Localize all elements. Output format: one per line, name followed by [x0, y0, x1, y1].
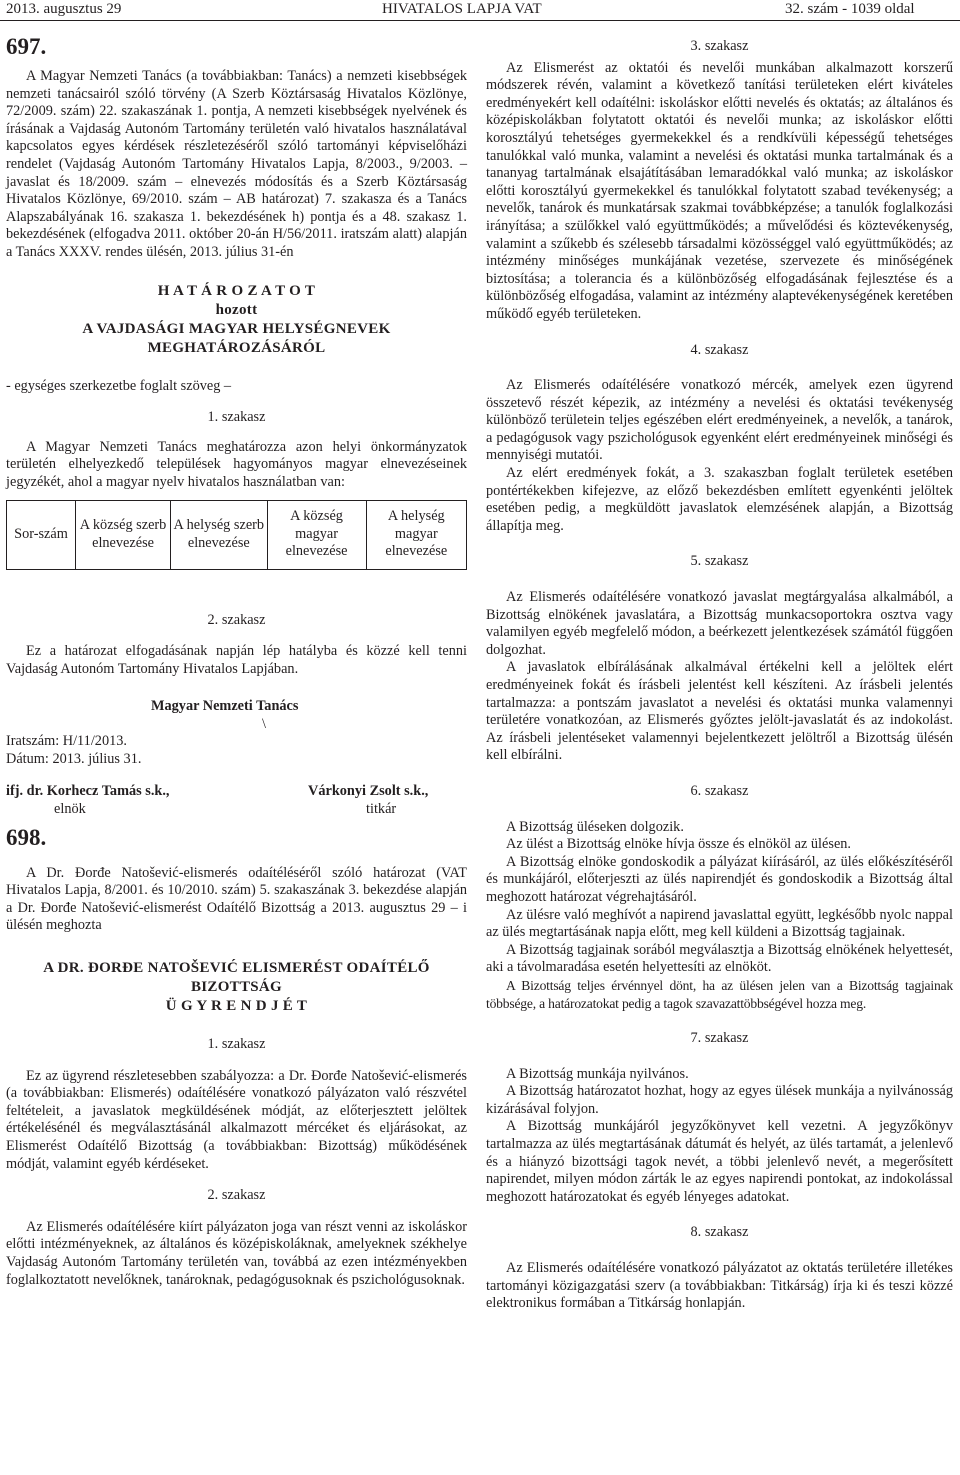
- issuer-name: Magyar Nemzeti Tanács: [151, 698, 299, 715]
- right-column: [486, 34, 953, 1313]
- rules-section-3-title: 3. szakasz: [690, 38, 749, 54]
- rules-section-1-text: Ez az ügyrend részletesebben szabályozza: a Dr. Đorđe Natošević-elismerés (a továbbiakban: Elismerés) odaítélésére vonatkozó pályázaton való részvétel feltételeit, a javaslatok megküldésének módját, az előterjesztett jelöltek értékelésénél és megválasztásánál alkalmazott mércéket és eljárásokat, az Elismerést Odaítélő Bizottság (a továbbiakban: Bizottság) működésének módját, valamint egyéb kérdéseket.: [6, 1067, 467, 1172]
- section-2-text: Ez a határozat elfogadásának napján lép hatályba és közzé kell tenni Vajdaság Autonóm Tartomány Hivatalos Lapjában.: [6, 643, 467, 677]
- rules-title-line2: BIZOTTSÁG: [190, 979, 283, 996]
- header-title: HIVATALOS LAPJA VAT: [382, 1, 542, 17]
- file-number: Iratszám: H/11/2013.: [6, 733, 127, 750]
- intro-paragraph: A Magyar Nemzeti Tanács (a továbbiakban: Tanács) a nemzeti kisebbségek nemzeti tanácsairól szóló törvény (A Szerb Köztársaság Hivatalos Közlönye, 72/2009. szám) 22. szakaszának 1. pontja, A nemzeti kisebbségek nyelvének és írásának a Vajdaság Autonóm Tartomány területén való hivatalos használatával kapcsolatos egyes kérdések részletezéséről szóló tartományi képviselőházi rendelet (Vajdaság Autonóm Tartomány Hivatalos Lapja, 8/2003., 9/2003. – javaslat és 18/2009. szám – elnevezés módosítás és a Szerb Köztársaság Hivatalos Közlönye, 69/2010. szám – AB határozat) 7. szakasza és a Tanács Alapszabályának 16. szakasza 1. bekezdésének h) pontja és a 48. szakasz 1. bekezdésének (elfogadva 2011. október 20-án H/56/2011. iratszám alatt) alapján a Tanács XXXV. rendes ülésén, 2013. július 31-én: [6, 68, 467, 260]
- section-1-title: 1. szakasz: [207, 409, 266, 426]
- table-header-cell: A község magyar elnevezése: [267, 500, 366, 569]
- rules-section-8-p1: Az Elismerés odaítélésére vonatkozó pályázatot az oktatás területére illetékes tartományi közigazgatási szerv (a továbbiakban: Titkárság) írja ki és teszi közzé elektronikus formában a Titkárság honlapján.: [486, 1260, 953, 1312]
- rules-section-6-p6: A Bizottság teljes érvénnyel dönt, ha az ülésen jelen van a Bizottság tagjainak többsége, a határozatokat pedig a tagok szavazattöbbségével hozza meg.: [486, 977, 953, 1011]
- resolution-title-line3: A VAJDASÁGI MAGYAR HELYSÉGNEVEK: [82, 320, 391, 337]
- rules-section-5-title: 5. szakasz: [690, 553, 749, 570]
- table-header-cell: Sor-szám: [7, 500, 76, 569]
- header-date: 2013. augusztus 29: [6, 1, 122, 17]
- rules-section-8-title: 8. szakasz: [690, 1224, 749, 1241]
- signature-president-role: elnök: [54, 800, 86, 817]
- section-1-text: A Magyar Nemzeti Tanács meghatározza azon helyi önkormányzatok területén elhelyezkedő települések hagyományos magyar elnevezéseinek jegyzékét, ahol a magyar nyelv hivatalos használatban van:: [6, 438, 467, 490]
- rules-section-6-p2: Az ülést a Bizottság elnöke hívja össze és elnököl az ülésen.: [506, 836, 852, 853]
- issuer-mark: \: [262, 715, 266, 732]
- document-date: Dátum: 2013. július 31.: [6, 751, 142, 768]
- article-number-698: 698.: [6, 824, 47, 850]
- resolution-title-line2: hozott: [215, 301, 258, 318]
- signature-secretary-role: titkár: [366, 800, 397, 817]
- resolution-title-line4: MEGHATÁROZÁSÁRÓL: [147, 339, 326, 356]
- rules-section-5-p2: A javaslatok elbírálásának alkalmával értékelni kell a jelöltek elért eredményeinek fokát és írásbeli jelentést kell készíteni. Az írásbeli jelentés tartalmazza: a pontszám javaslatot a nevelési és oktatási munka valamennyi területére vonatkozóan, az Elismerés győztes jelölt-javaslatát és az indokolást. Az írásbeli jelentéseket valamennyi bejelentkezett jelöltről a Bizottság ülésén kell elbírálni.: [486, 659, 953, 764]
- rules-title-line1: A DR. ĐORĐE NATOŠEVIĆ ELISMERÉST ODAÍTÉLŐ: [43, 960, 430, 977]
- rules-section-7-p1: A Bizottság munkája nyilvános.: [506, 1065, 689, 1082]
- article-698-intro: A Dr. Đorđe Natošević-elismerés odaítéléséről szóló határozat (VAT Hivatalos Lapja, 8/2001. és 10/2010. szám) 5. szakaszának 3. bekezdése alapján a Dr. Đorđe Natošević-elismerést Odaítélő Bizottság a 2013. augusztus 29 – i ülésén meghozta: [6, 864, 467, 934]
- signature-secretary-name: Várkonyi Zsolt s.k.,: [308, 782, 429, 799]
- rules-section-6-p1: A Bizottság üléseken dolgozik.: [506, 818, 684, 835]
- rules-title-line3: Ü G Y R E N D J É T: [165, 998, 308, 1015]
- rules-section-4-p1: Az Elismerés odaítélésére vonatkozó mércék, amelyek ezen ügyrend összetevő részét képezik, az intézmény a nevelési és oktatási tevékenység különböző területein teljes egészében elért eredményeinek, a nevelők, a tanárok, a pedagógusok vagy pszichológusok egyenként elért eredményeinek minőségi és mennyiségi mutatói.: [486, 377, 953, 464]
- rules-title: [6, 959, 467, 1016]
- rules-section-7-title: 7. szakasz: [690, 1030, 749, 1047]
- rules-section-3-text: Az Elismerést az oktatói és nevelői munkában alkalmazott korszerű módszerek révén, valamint a következő tanítási területeken elért kiváteles eredményekért kell odaítélni: iskoláskor előtti nevelés és oktatás; az általános és középiskolákban folytatott oktatói és nevelői munka; az iskoláskor előtti korosztályú tehetséges gyermekekkel és a rendkívüli képességű tehetséges tanulókkal való munka, valamint a nevelési és oktatási munka tartalmának és a tananyag tartalmának elsajátításában lemaradókkal való munka; az iskoláskor előtti korosztályú gyermekekkel és tanulókkal folytatott szabad tevékenység; a nevelők, tanárok és munkatársak szakmai továbbképzése; a tanulók foglalkozási irányítása; a szülőkkel való együttműködés; a művelődési és köztevékenység, valamint a szűkebb és szélesebb társadalmi közösséggel való együttműködés; az intézmény minőséges munkájának vezetése, szervezete és minőségének biztosítása; a tolerancia és a különbözőség elfogadásának fejlesztése és a különbözőség elfogadása, valamint az intézmény alaptevékenységének keretében működő egyéb területeken.: [486, 59, 953, 322]
- signatures: [6, 783, 467, 823]
- rules-section-2-text: Az Elismerés odaítélésére kiírt pályázaton joga van részt venni az iskoláskor előtti intézményeknek, az általános és középiskoláknak, amelyeknek székhelye Vajdaság Autonóm Tartomány területén van, továbbá az ezen intézményekben foglalkoztatott nevelőknek, tanároknak, pedagógusoknak és pszichológusoknak.: [6, 1218, 467, 1288]
- rules-section-7-p3: A Bizottság munkájáról jegyzőkönyvet kell vezetni. A jegyzőkönyv tartalmazza az ülés megtartásának dátumát és helyét, az ülés tartamát, a jelenlevő és a hiányzó bizottsági tagok nevét, a többi jelenlevő nevét, a megerősített napirendet, milyen módon zárták le az egyes napirendi pontokat, az indokolással meghozott határozatokat és egyéb lényeges adatokat.: [486, 1118, 953, 1205]
- rules-section-2-title: 2. szakasz: [207, 1187, 266, 1204]
- rules-section-4-title: 4. szakasz: [690, 341, 749, 358]
- article-number-697: 697.: [6, 34, 47, 59]
- table-header-cell: A község szerb elnevezése: [76, 500, 171, 569]
- consolidated-text-note: - egységes szerkezetbe foglalt szöveg –: [6, 377, 232, 394]
- rules-section-6-p3: A Bizottság elnöke gondoskodik a pályázat kiírásáról, az ülés előkészítéséről és munkájáról, előterjeszti az ülés napirendjét és gondoskodik a Bizottság által meghozott határozat végrehajtásáról.: [486, 853, 953, 905]
- settlement-names-table: [6, 500, 467, 570]
- table-header-cell: A helység szerb elnevezése: [171, 500, 267, 569]
- resolution-title-line1: H A T Á R O Z A T O T: [157, 282, 316, 299]
- header-page-number: 32. szám - 1039 oldal: [785, 1, 915, 17]
- left-column: [6, 34, 467, 1289]
- header-rule: [0, 20, 960, 21]
- signature-president-name: ifj. dr. Korhecz Tamás s.k.,: [6, 782, 170, 799]
- rules-section-6-p5: A Bizottság tagjainak sorából megválasztja a Bizottság elnökének helyettesét, aki a távolmaradása esetén helyettesíti az elnököt.: [486, 941, 953, 976]
- rules-section-4-p2: Az elért eredmények fokát, a 3. szakaszban foglalt területek esetében pontértékekben kifejezve, az előző bekezdésben említett egyenkénti jelöltek esetében pedig, a megküldött javaslatok elemzésének alapján, a Bizottság állapítja meg.: [486, 465, 953, 534]
- section-2-title: 2. szakasz: [207, 611, 266, 628]
- rules-section-6-title: 6. szakasz: [690, 782, 749, 799]
- rules-section-1-title: 1. szakasz: [207, 1036, 266, 1053]
- rules-section-5-p1: Az Elismerés odaítélésére vonatkozó javaslat megtárgyalása alkalmából, a Bizottság elnökének javaslatára, a Bizottság munkacsoportokra osztva vagy valamilyen egyéb megfelelő módon, a beérkezett jelentkezések számától függően dolgozhat.: [486, 589, 953, 658]
- rules-section-7-p2: A Bizottság határozatot hozhat, hogy az egyes ülések munkája a nyilvánosság kizárásával folyjon.: [486, 1083, 953, 1117]
- rules-section-6-p4: Az ülésre való meghívót a napirend javaslattal együtt, legkésőbb nyolc nappal az ülés megtartásának napja előtt, meg kell küldeni a Bizottság tagjainak.: [486, 906, 953, 941]
- page-header: [0, 0, 960, 22]
- resolution-title: [6, 282, 467, 358]
- table-header-cell: A helység magyar elnevezése: [366, 500, 466, 569]
- table-header-row: [7, 500, 467, 569]
